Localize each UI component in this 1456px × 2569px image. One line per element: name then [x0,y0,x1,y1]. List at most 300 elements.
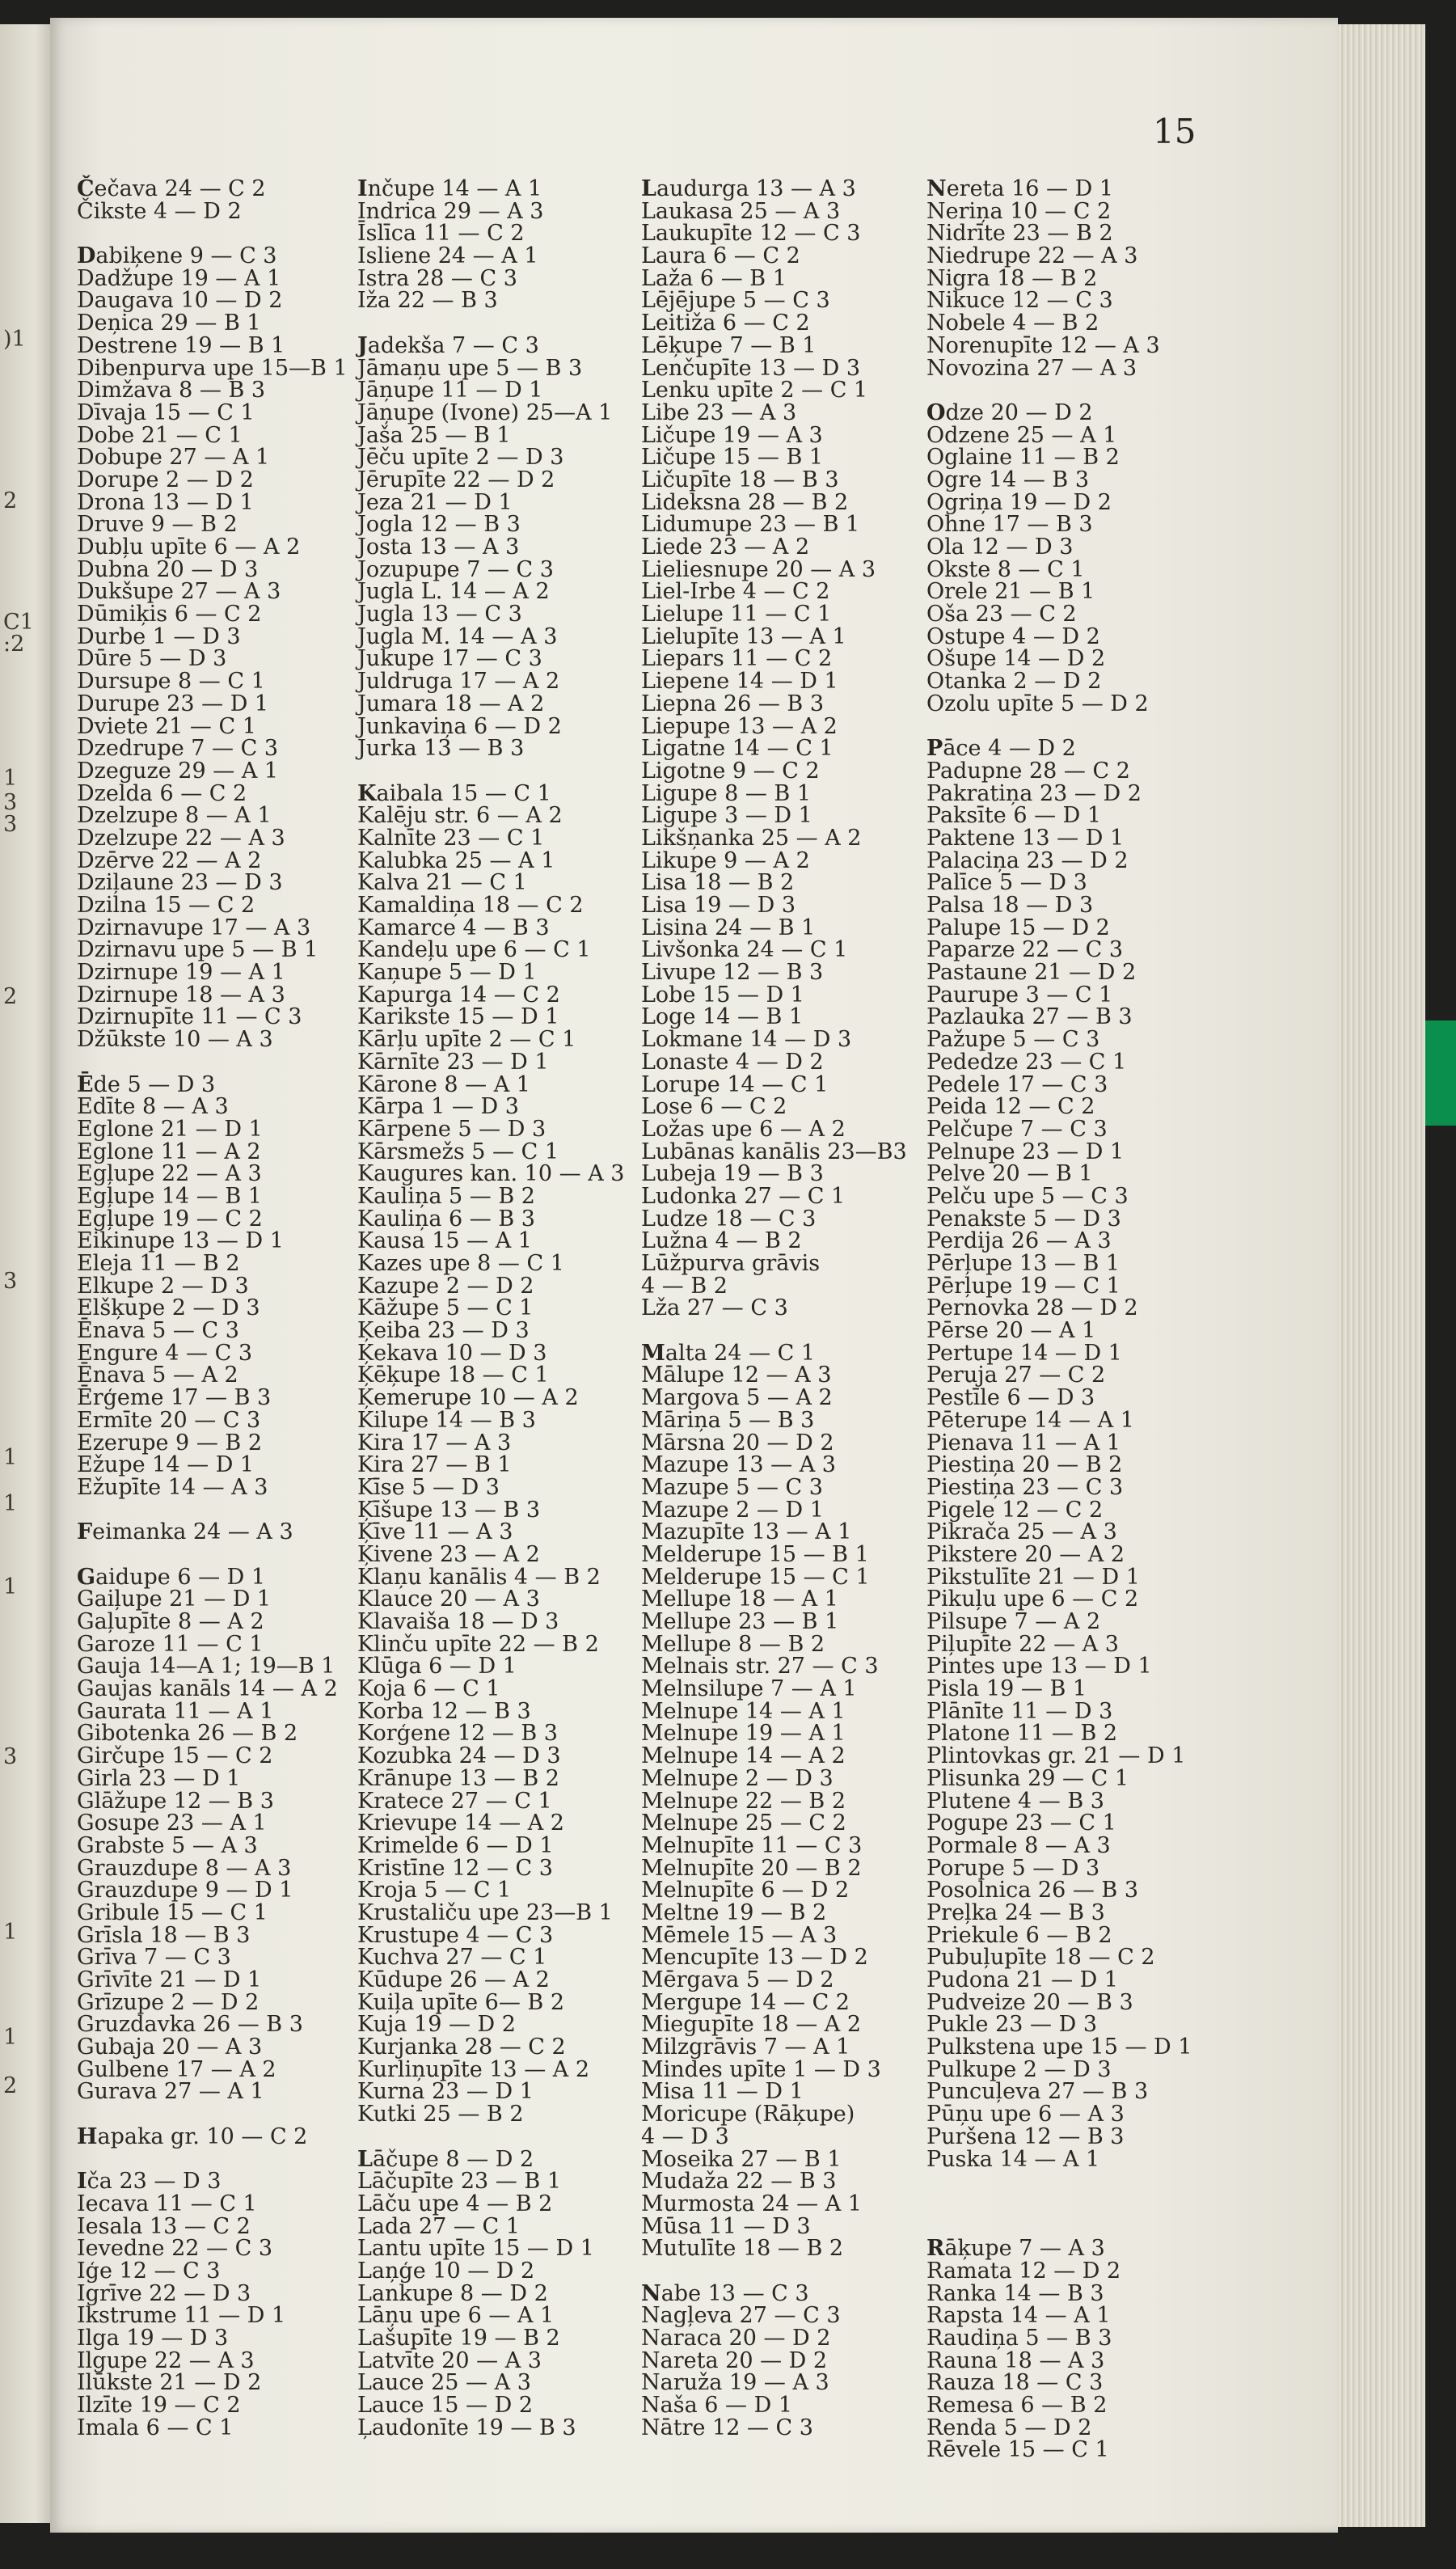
index-entry: Gaļupīte 8 — A 2 [77,1609,264,1634]
index-entry: Kauliņa 6 — B 3 [357,1206,535,1232]
index-entry: Ikstrume 11 — D 1 [77,2303,286,2329]
index-entry: Mutulīte 18 — B 2 [641,2236,844,2262]
index-column-4 [926,178,1192,2461]
index-entry: Pigele 12 — C 2 [926,1497,1104,1523]
index-entry: Jugla L. 14 — A 2 [357,579,550,605]
index-entry: Krānupe 13 — B 2 [357,1765,559,1791]
index-entry: Ilūkste 21 — D 2 [77,2370,262,2396]
index-entry: Posolnica 26 — B 3 [926,1878,1139,1904]
index-entry: Kalubka 25 — A 1 [357,847,555,873]
index-entry: Kaibala 15 — C 1 [357,780,551,806]
index-entry: Durupe 23 — D 1 [77,691,269,716]
index-entry: Moricupe (Rāķupe) [641,2102,855,2127]
section-gap [926,2193,1192,2216]
index-entry: Džūkste 10 — A 3 [77,1027,273,1053]
index-entry: Mindes upīte 1 — D 3 [641,2056,881,2082]
index-entry: Dubļu upīte 6 — A 2 [77,535,301,560]
index-entry: Kilupe 14 — B 3 [357,1407,536,1433]
index-entry: Ievedne 22 — C 3 [77,2236,273,2262]
index-entry: Dīvaja 15 — C 1 [77,399,255,425]
index-entry: Engure 4 — C 3 [77,1340,253,1366]
index-column-2 [357,178,624,2439]
index-entry: Pikrača 25 — A 3 [926,1519,1117,1545]
index-entry: Pelnupe 23 — D 1 [926,1139,1125,1164]
index-entry: Jogla 12 — B 3 [357,512,521,538]
page-number: 15 [1153,112,1196,151]
index-entry: Kurliņupīte 13 — A 2 [357,2056,590,2082]
index-entry: Pulkupe 2 — D 3 [926,2056,1112,2082]
index-entry: Ogre 14 — B 3 [926,467,1090,492]
index-entry: Krimelde 6 — D 1 [357,1832,554,1858]
index-entry: Melnupīte 6 — D 2 [641,1878,850,1904]
index-entry: Ķemerupe 10 — A 2 [357,1385,579,1411]
index-entry: Kalēju str. 6 — A 2 [357,803,563,829]
index-entry: Naraca 20 — D 2 [641,2326,831,2351]
index-entry: Dursupe 8 — C 1 [77,669,265,695]
index-entry: Mellupe 18 — A 1 [641,1587,838,1612]
index-entry: Isliene 24 — A 1 [357,243,538,269]
index-entry: Lenčupīte 13 — D 3 [641,355,861,381]
index-entry: Kurjanka 28 — C 2 [357,2034,566,2060]
bookmark-tab [1425,1020,1456,1126]
index-entry: Likupe 9 — A 2 [641,847,810,873]
index-entry: Lonaste 4 — D 2 [641,1049,824,1075]
section-gap [926,2170,1192,2193]
index-entry: Egļupe 22 — A 3 [77,1161,262,1187]
index-entry: Perdija 26 — A 3 [926,1228,1112,1254]
index-entry: Ermīte 20 — C 3 [77,1407,261,1433]
index-entry: Kozubka 24 — D 3 [357,1743,561,1769]
index-entry: Dorupe 2 — D 2 [77,467,254,492]
index-entry: Lisina 24 — B 1 [641,915,816,940]
index-entry: Laudurga 13 — A 3 [641,176,856,201]
index-entry: Kazes upe 8 — C 1 [357,1251,564,1276]
index-entry: Kārnīte 23 — D 1 [357,1049,549,1075]
index-entry: Otanka 2 — D 2 [926,669,1102,695]
index-entry: Laukasa 25 — A 3 [641,198,841,224]
index-entry: Neriņa 10 — C 2 [926,198,1112,224]
index-entry: Peruja 27 — C 2 [926,1363,1106,1388]
index-entry: Rauna 18 — A 3 [926,2347,1105,2373]
section-gap [77,2103,348,2126]
index-entry: Ilga 19 — D 3 [77,2326,229,2351]
index-entry: Naša 6 — D 1 [641,2393,793,2419]
index-entry: Eleja 11 — B 2 [77,1251,240,1276]
prev-page-fragment: 3 [3,812,18,837]
index-entry: Pastaune 21 — D 2 [926,960,1137,986]
index-entry: Iecava 11 — C 1 [77,2191,257,2216]
prev-page-fragment: 1 [3,1445,18,1470]
index-entry: Dzērve 22 — A 2 [77,847,262,873]
index-entry: Nereta 16 — D 1 [926,176,1114,201]
index-entry: Laža 6 — B 1 [641,265,787,291]
index-entry: Liede 23 — A 2 [641,535,810,560]
index-entry: Kuiļa upīte 6— B 2 [357,1989,564,2015]
index-entry: Rāķupe 7 — A 3 [926,2236,1105,2262]
index-entry: Pelve 20 — B 1 [926,1161,1093,1187]
index-entry: Korba 12 — B 3 [357,1698,531,1724]
index-entry: Palupe 15 — D 2 [926,915,1110,940]
index-entry: Gosupe 23 — A 1 [77,1811,267,1836]
index-entry: Rēvele 15 — C 1 [926,2437,1109,2463]
index-entry: Mērgava 5 — D 2 [641,1967,834,1992]
index-entry: Lauce 25 — A 3 [357,2370,531,2396]
prev-page-fragment: 1 [3,766,18,791]
index-entry: Pukle 23 — D 3 [926,2012,1098,2038]
index-entry: Pelčupe 7 — C 3 [926,1116,1108,1142]
index-entry: Ludonka 27 — C 1 [641,1183,846,1209]
index-entry: Melnupe 22 — B 2 [641,1788,846,1814]
index-entry: Renda 5 — D 2 [926,2415,1092,2440]
section-initial: L [641,176,656,201]
section-initial: P [926,736,943,762]
index-entry: Mārsna 20 — D 2 [641,1430,834,1456]
index-entry: Lisa 19 — D 3 [641,893,796,918]
index-entry: Gurava 27 — A 1 [77,2079,264,2105]
index-entry: Piestiņa 23 — C 3 [926,1474,1124,1500]
index-entry: Liepupe 13 — A 2 [641,713,838,739]
index-entry: Nigra 18 — B 2 [926,265,1098,291]
prev-page-fragment: 2 [3,2073,18,2098]
index-entry: Grauzdupe 9 — D 1 [77,1878,293,1904]
section-gap [357,312,624,335]
index-entry: Lielupe 11 — C 1 [641,602,832,627]
index-entry: Mālupe 12 — A 3 [641,1363,832,1388]
index-entry: Margova 5 — A 2 [641,1385,833,1411]
index-entry: Dzirnupīte 11 — C 3 [77,1004,302,1030]
index-entry: Milzgrāvis 7 — A 1 [641,2034,850,2060]
index-entry: Korģene 12 — B 3 [357,1721,558,1747]
index-entry: Kārsmežs 5 — C 1 [357,1139,559,1164]
index-entry: Ola 12 — D 3 [926,535,1074,560]
index-entry: Liepars 11 — C 2 [641,646,833,672]
page-block-edges [1338,24,1425,2527]
index-entry: Mazupīte 13 — A 1 [641,1519,852,1545]
index-entry: Preļka 24 — B 3 [926,1899,1105,1925]
index-entry: Pudveize 20 — B 3 [926,1989,1133,2015]
index-entry: Kalnīte 23 — C 1 [357,825,545,851]
index-entry: Pintes upe 13 — D 1 [926,1654,1152,1680]
index-entry: Lēķupe 7 — B 1 [641,332,817,358]
index-entry: Palsa 18 — D 3 [926,893,1094,918]
index-entry: Klaņu kanālis 4 — B 2 [357,1564,601,1590]
index-entry: Iģe 12 — C 3 [77,2258,221,2284]
index-entry: Kapurga 14 — C 2 [357,982,560,1008]
prev-page-fragment: 1 [3,2025,18,2050]
section-initial: L [357,2146,373,2172]
index-entry: Dobe 21 — C 1 [77,422,243,448]
section-initial: I [77,2169,87,2195]
index-entry: Melnupe 2 — D 3 [641,1765,834,1791]
index-entry: Norenupīte 12 — A 3 [926,332,1160,358]
index-entry: Jērupīte 22 — D 2 [357,467,555,492]
index-entry: Plintovkas gr. 21 — D 1 [926,1743,1186,1769]
index-entry: Elšķupe 2 — D 3 [77,1295,260,1321]
index-entry: Pērļupe 13 — B 1 [926,1251,1120,1276]
index-entry: Lauce 15 — D 2 [357,2393,534,2419]
index-entry: Misa 11 — D 1 [641,2079,804,2105]
index-entry: Ličupīte 18 — B 3 [641,467,839,492]
index-entry: Jēču upīte 2 — D 3 [357,445,564,471]
index-entry: Dziļaune 23 — D 3 [77,870,283,896]
index-entry: Melnupe 14 — A 1 [641,1698,846,1724]
index-entry: Dzirnavupe 17 — A 3 [77,915,311,940]
index-entry: Ohne 17 — B 3 [926,512,1093,538]
index-entry: Krustaliču upe 23—B 1 [357,1899,613,1925]
section-gap [77,2149,348,2171]
index-entry: 4 — D 3 [641,2123,729,2149]
index-entry: Dzilna 15 — C 2 [77,893,255,918]
section-gap [77,1499,348,1522]
index-entry: Pogupe 23 — C 1 [926,1811,1116,1836]
index-entry: Gaidupe 6 — D 1 [77,1564,266,1590]
index-entry: Plutene 4 — B 3 [926,1788,1104,1814]
index-entry: Kalva 21 — C 1 [357,870,527,896]
index-column-3 [641,178,907,2439]
index-entry: Nikuce 12 — C 3 [926,288,1113,314]
index-entry: Jāņupe 11 — D 1 [357,378,543,404]
index-entry: Dzirnavu upe 5 — B 1 [77,937,319,963]
index-entry: Pakratiņa 23 — D 2 [926,780,1142,806]
index-entry: Ķīšupe 13 — B 3 [357,1497,541,1523]
index-entry: Paksīte 6 — D 1 [926,803,1102,829]
index-entry: Liel-Irbe 4 — C 2 [641,579,830,605]
section-gap [926,379,1192,402]
index-entry: Ložas upe 6 — A 2 [641,1116,846,1142]
index-entry: Lieliesnupe 20 — A 3 [641,556,876,582]
index-entry: Ļaudonīte 19 — B 3 [357,2415,576,2440]
section-initial: G [77,1564,96,1590]
section-initial: M [641,1340,665,1366]
index-entry: Ozolu upīte 5 — D 2 [926,691,1149,716]
section-initial: Ē [77,1071,94,1097]
index-entry: Klinču upīte 22 — B 2 [357,1631,599,1657]
section-gap [926,2216,1192,2238]
index-entry: Dobupe 27 — A 1 [77,445,270,471]
index-entry: Platone 11 — B 2 [926,1721,1118,1747]
index-entry: Melnupīte 11 — C 3 [641,1832,863,1858]
prev-page-fragment: 2 [3,488,18,513]
index-entry: Iža 22 — B 3 [357,288,498,314]
index-entry: Josta 13 — A 3 [357,535,520,560]
index-entry: Ķeiba 23 — D 3 [357,1318,530,1344]
index-entry: Ķēķupe 18 — C 1 [357,1363,549,1388]
index-entry: Livšonka 24 — C 1 [641,937,848,963]
index-entry: Latvīte 20 — A 3 [357,2347,542,2373]
index-entry: Moseika 27 — B 1 [641,2146,842,2172]
index-entry: Iesala 13 — C 2 [77,2213,251,2239]
index-entry: Ošupe 14 — D 2 [926,646,1106,672]
index-entry: Liepna 26 — B 3 [641,691,825,716]
index-entry: Pāce 4 — D 2 [926,736,1076,762]
index-entry: Jeza 21 — D 1 [357,489,513,515]
index-entry: Dukšupe 27 — A 3 [77,579,281,605]
index-entry: Pernovka 28 — D 2 [926,1295,1138,1321]
index-entry: Mencupīte 13 — D 2 [641,1945,868,1971]
index-entry: Laukupīte 12 — C 3 [641,221,861,247]
index-entry: Ligotne 9 — C 2 [641,758,820,784]
index-entry: Dviete 21 — C 1 [77,713,256,739]
index-entry: Odze 20 — D 2 [926,399,1093,425]
index-entry: Drona 13 — D 1 [77,489,254,515]
index-entry: Malta 24 — C 1 [641,1340,816,1366]
index-entry: Koja 6 — C 1 [357,1676,500,1702]
section-gap [77,222,348,245]
index-entry: Pestīle 6 — D 3 [926,1385,1095,1411]
section-gap [77,1051,348,1074]
index-entry: Ķivene 23 — A 2 [357,1541,540,1567]
index-entry: Pazlauka 27 — B 3 [926,1004,1133,1030]
index-entry: Lisa 18 — B 2 [641,870,795,896]
index-entry: Jāņupe (Ivone) 25—A 1 [357,399,613,425]
index-entry: Meltne 19 — B 2 [641,1899,827,1925]
index-entry: Pedele 17 — C 3 [926,1071,1108,1097]
index-entry: Kaugures kan. 10 — A 3 [357,1161,625,1187]
index-entry: Lužna 4 — B 2 [641,1228,802,1254]
section-initial: R [926,2236,945,2262]
index-entry: Ludze 18 — C 3 [641,1206,817,1232]
index-entry: Elkupe 2 — D 3 [77,1273,249,1299]
section-gap [641,1320,907,1342]
index-entry: Kāžupe 5 — C 1 [357,1295,534,1321]
index-entry: Libe 23 — A 3 [641,399,797,425]
index-entry: Gruzdavka 26 — B 3 [77,2012,303,2038]
section-initial: N [641,2280,661,2306]
index-entry: Mudaža 22 — B 3 [641,2169,837,2195]
index-entry: Ligatne 14 — C 1 [641,736,834,762]
index-entry: Dabiķene 9 — C 3 [77,243,277,269]
index-entry: Kamaldiņa 18 — C 2 [357,893,584,918]
index-entry: Mergupe 14 — C 2 [641,1989,850,2015]
index-entry: Dadžupe 19 — A 1 [77,265,281,291]
section-initial: D [77,243,96,269]
index-entry: Ilzīte 19 — C 2 [77,2393,241,2419]
prev-page-fragment: 1 [3,1574,18,1599]
index-entry: Ličupe 19 — A 3 [641,422,823,448]
index-entry: Eglone 21 — D 1 [77,1116,263,1142]
index-entry: Loge 14 — B 1 [641,1004,804,1030]
index-entry: Grīvīte 21 — D 1 [77,1967,262,1992]
index-entry: Imala 6 — C 1 [77,2415,234,2440]
index-entry: Piestiņa 20 — B 2 [926,1452,1123,1478]
index-entry: Paurupe 3 — C 1 [926,982,1113,1008]
index-entry: Kārpene 5 — D 3 [357,1116,547,1142]
index-entry: Mazupe 13 — A 3 [641,1452,836,1478]
index-entry: Kutki 25 — B 2 [357,2102,524,2127]
index-entry: Lantu upīte 15 — D 1 [357,2236,594,2262]
index-entry: Pienava 11 — A 1 [926,1430,1120,1456]
index-entry: Grauzdupe 8 — A 3 [77,1855,292,1881]
index-entry: Jaša 25 — B 1 [357,422,511,448]
index-entry: Ramata 12 — D 2 [926,2258,1121,2284]
index-entry: Puršena 12 — B 3 [926,2123,1125,2149]
index-entry: Peida 12 — C 2 [926,1094,1095,1120]
index-entry: Plānīte 11 — D 3 [926,1698,1113,1724]
index-entry: Laņģe 10 — D 2 [357,2258,535,2284]
index-entry: Grīva 7 — C 3 [77,1945,231,1971]
index-entry: Ēnava 5 — C 3 [77,1318,239,1344]
index-entry: Pūņu upe 6 — A 3 [926,2102,1125,2127]
index-entry: Dimžava 8 — B 3 [77,378,266,404]
index-entry: Ēnava 5 — A 2 [77,1363,238,1388]
index-entry: Lideksna 28 — B 2 [641,489,849,515]
index-entry: Ērģeme 17 — B 3 [77,1385,272,1411]
index-entry: Iča 23 — D 3 [77,2169,222,2195]
index-entry: Nareta 20 — D 2 [641,2347,828,2373]
index-entry: Grīsla 18 — B 3 [77,1922,251,1948]
index-entry: Lašupīte 19 — B 2 [357,2326,560,2351]
index-entry: Krievupe 14 — A 2 [357,1811,564,1836]
index-entry: Paparze 22 — C 3 [926,937,1124,963]
index-entry: Igrīve 22 — D 3 [77,2280,251,2306]
index-entry: Kārpa 1 — D 3 [357,1094,519,1120]
index-entry: 4 — B 2 [641,1273,728,1299]
index-entry: Mēmele 15 — A 3 [641,1922,838,1948]
index-entry: Jugla M. 14 — A 3 [357,623,558,649]
index-entry: Miegupīte 18 — A 2 [641,2012,862,2038]
section-gap [926,716,1192,738]
section-initial: I [357,176,368,201]
index-entry: Plisunka 29 — C 1 [926,1765,1129,1791]
index-entry: Novozina 27 — A 3 [926,355,1137,381]
index-entry: Lāčupe 8 — D 2 [357,2146,534,2172]
index-entry: Deņica 29 — B 1 [77,311,261,336]
index-entry: Dzirnupe 19 — A 1 [77,960,285,986]
index-entry: Oglaine 11 — B 2 [926,445,1120,471]
index-entry: Pikstulīte 21 — D 1 [926,1564,1140,1590]
index-entry: Lubānas kanālis 23—B3 [641,1139,907,1164]
index-entry: Jukupe 17 — C 3 [357,646,542,672]
index-entry: Ilgupe 22 — A 3 [77,2347,255,2373]
index-entry: Lidumupe 23 — B 1 [641,512,860,538]
index-entry: Kīse 5 — D 3 [357,1474,500,1500]
index-entry: Destrene 19 — B 1 [77,332,285,358]
index-entry: Krustupe 4 — C 3 [357,1922,554,1948]
index-entry: Dzelzupe 22 — A 3 [77,825,285,851]
index-entry: Inčupe 14 — A 1 [357,176,542,201]
index-entry: Gulbene 17 — A 2 [77,2056,276,2082]
index-entry: Čečava 24 — C 2 [77,176,266,201]
index-entry: Glāžupe 12 — B 3 [77,1788,274,1814]
prev-page-fragment: 2 [3,984,18,1009]
section-initial: J [357,332,368,358]
index-entry: Garoze 11 — C 1 [77,1631,264,1657]
index-entry: Kira 17 — A 3 [357,1430,512,1456]
index-entry: Rauza 18 — C 3 [926,2370,1104,2396]
index-entry: Remesa 6 — B 2 [926,2393,1108,2419]
index-entry: Lada 27 — C 1 [357,2213,520,2239]
index-entry: Kuchva 27 — C 1 [357,1945,547,1971]
index-entry: Rapsta 14 — A 1 [926,2303,1111,2329]
index-entry: Melnsilupe 7 — A 1 [641,1676,857,1702]
index-entry: Ķekava 10 — D 3 [357,1340,547,1366]
section-gap [641,2260,907,2283]
index-entry: Lāņu upe 6 — A 1 [357,2303,555,2329]
index-entry: Penakste 5 — D 3 [926,1206,1121,1232]
index-entry: Melderupe 15 — C 1 [641,1564,870,1590]
index-entry: Klūga 6 — D 1 [357,1654,517,1680]
index-entry: Likšņanka 25 — A 2 [641,825,862,851]
index-entry: Orele 21 — B 1 [926,579,1095,605]
index-entry: Mellupe 8 — B 2 [641,1631,825,1657]
index-entry: Lūžpurva grāvis [641,1251,821,1276]
index-entry: Kārļu upīte 2 — C 1 [357,1027,576,1053]
index-entry: Pēterupe 14 — A 1 [926,1407,1134,1433]
index-entry: Kuja 19 — D 2 [357,2012,516,2038]
index-entry: Nobele 4 — B 2 [926,311,1099,336]
index-entry: Priekule 6 — B 2 [926,1922,1112,1948]
index-entry: Liepene 14 — D 1 [641,669,838,695]
